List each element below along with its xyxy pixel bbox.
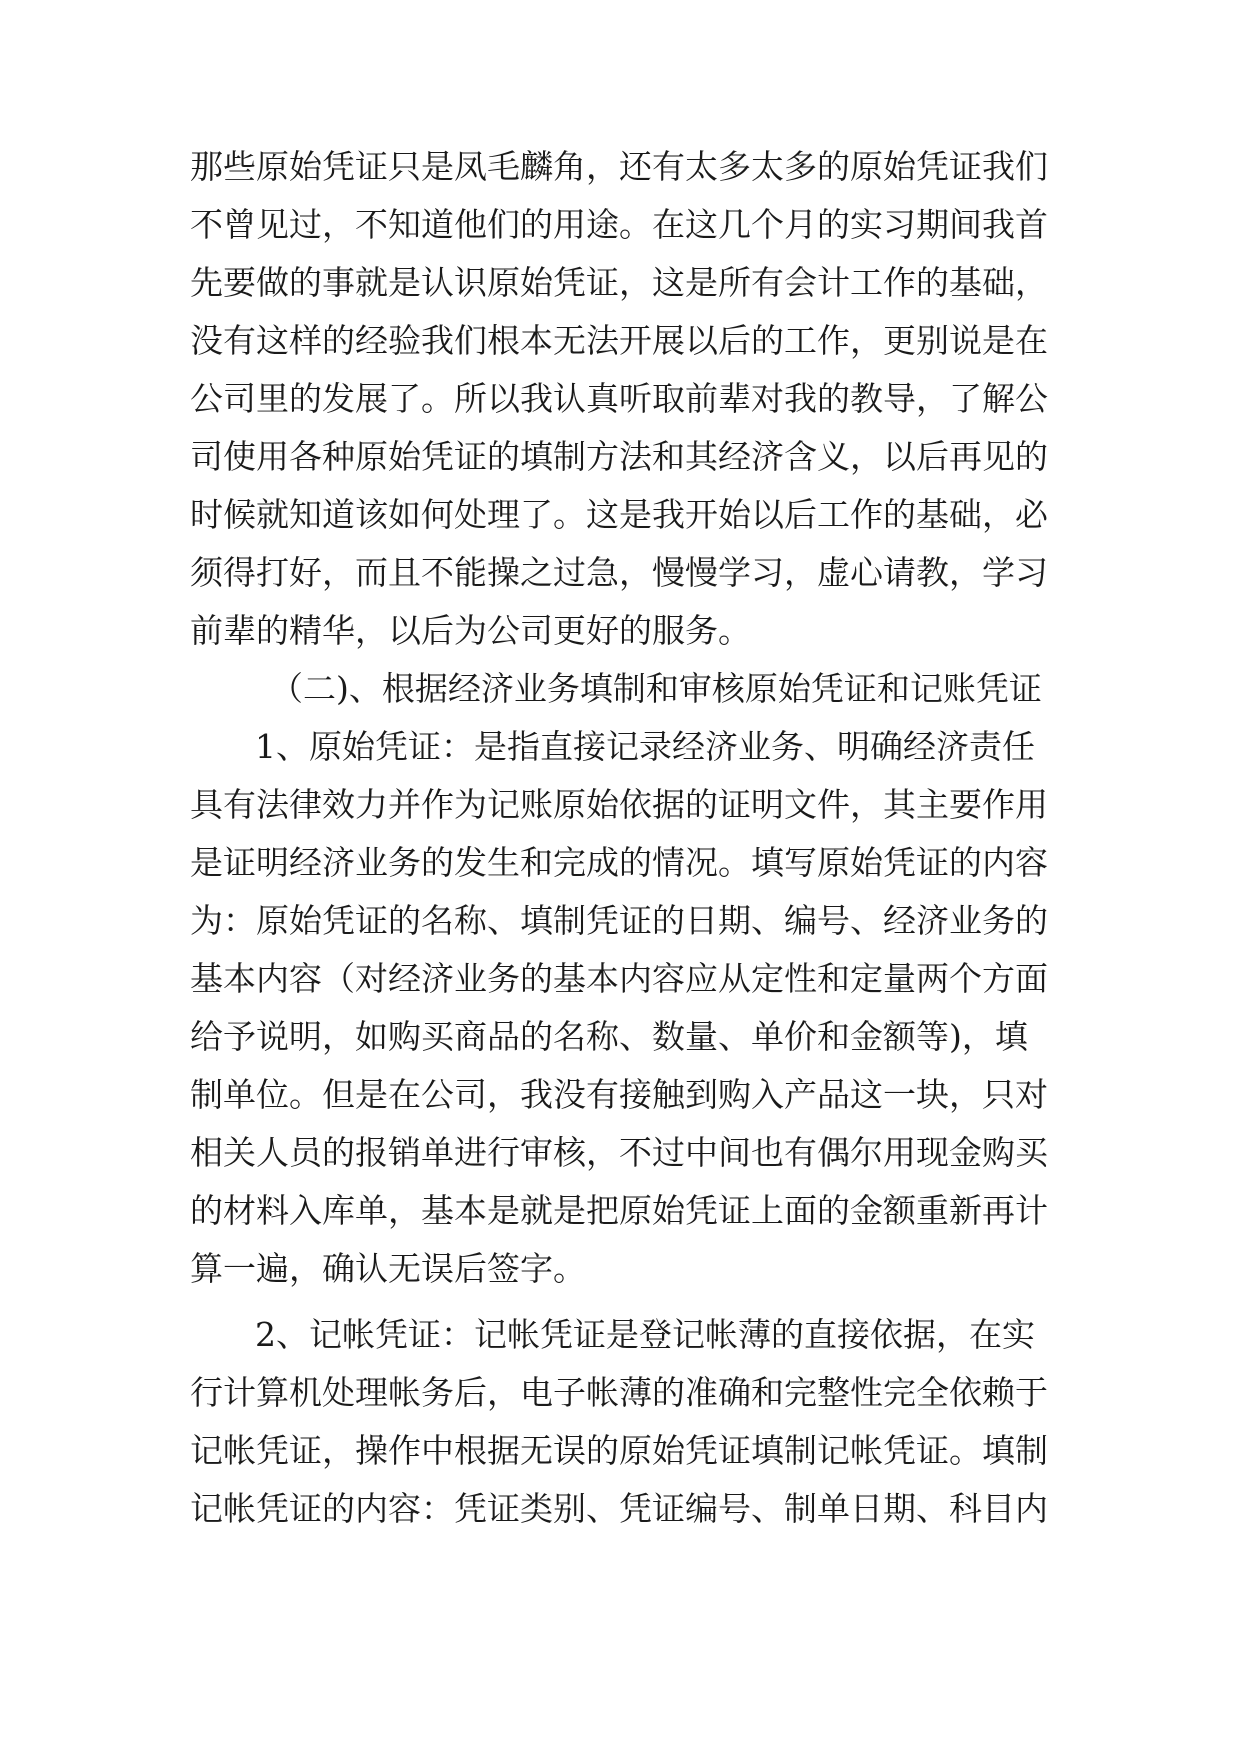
text-line: 是证明经济业务的发生和完成的情况。填写原始凭证的内容 bbox=[190, 843, 1048, 882]
text-line: 给予说明，如购买商品的名称、数量、单价和金额等)，填 bbox=[190, 1017, 1028, 1056]
text-line: 公司里的发展了。所以我认真听取前辈对我的教导，了解公 bbox=[190, 379, 1048, 418]
text-line: 不曾见过，不知道他们的用途。在这几个月的实习期间我首 bbox=[190, 205, 1048, 244]
text-line: 具有法律效力并作为记账原始依据的证明文件，其主要作用 bbox=[190, 785, 1048, 824]
text-line: 司使用各种原始凭证的填制方法和其经济含义，以后再见的 bbox=[190, 437, 1048, 476]
text-line: 前辈的精华，以后为公司更好的服务。 bbox=[190, 611, 751, 650]
text-line: 算一遍，确认无误后签字。 bbox=[190, 1249, 586, 1288]
text-line: 记帐凭证，操作中根据无误的原始凭证填制记帐凭证。填制 bbox=[190, 1431, 1048, 1470]
text-line: 行计算机处理帐务后，电子帐薄的准确和完整性完全依赖于 bbox=[190, 1373, 1048, 1412]
text-line: 基本内容（对经济业务的基本内容应从定性和定量两个方面 bbox=[190, 959, 1048, 998]
text-line: 相关人员的报销单进行审核，不过中间也有偶尔用现金购买 bbox=[190, 1133, 1048, 1172]
text-line: 那些原始凭证只是凤毛麟角，还有太多太多的原始凭证我们 bbox=[190, 147, 1048, 186]
text-line: 1、原始凭证：是指直接记录经济业务、明确经济责任 bbox=[255, 727, 1035, 766]
text-line: 没有这样的经验我们根本无法开展以后的工作，更别说是在 bbox=[190, 321, 1048, 360]
text-line: 2、记帐凭证：记帐凭证是登记帐薄的直接依据，在实 bbox=[255, 1315, 1035, 1354]
text-line: 的材料入库单，基本是就是把原始凭证上面的金额重新再计 bbox=[190, 1191, 1048, 1230]
text-line: 先要做的事就是认识原始凭证，这是所有会计工作的基础， bbox=[190, 263, 1048, 302]
text-line: 记帐凭证的内容：凭证类别、凭证编号、制单日期、科目内 bbox=[190, 1489, 1048, 1528]
section-heading: （二)、根据经济业务填制和审核原始凭证和记账凭证 bbox=[270, 669, 1042, 708]
text-line: 制单位。但是在公司，我没有接触到购入产品这一块，只对 bbox=[190, 1075, 1048, 1114]
text-line: 时候就知道该如何处理了。这是我开始以后工作的基础，必 bbox=[190, 495, 1048, 534]
text-line: 为：原始凭证的名称、填制凭证的日期、编号、经济业务的 bbox=[190, 901, 1048, 940]
text-line: 须得打好，而且不能操之过急，慢慢学习，虚心请教，学习 bbox=[190, 553, 1048, 592]
